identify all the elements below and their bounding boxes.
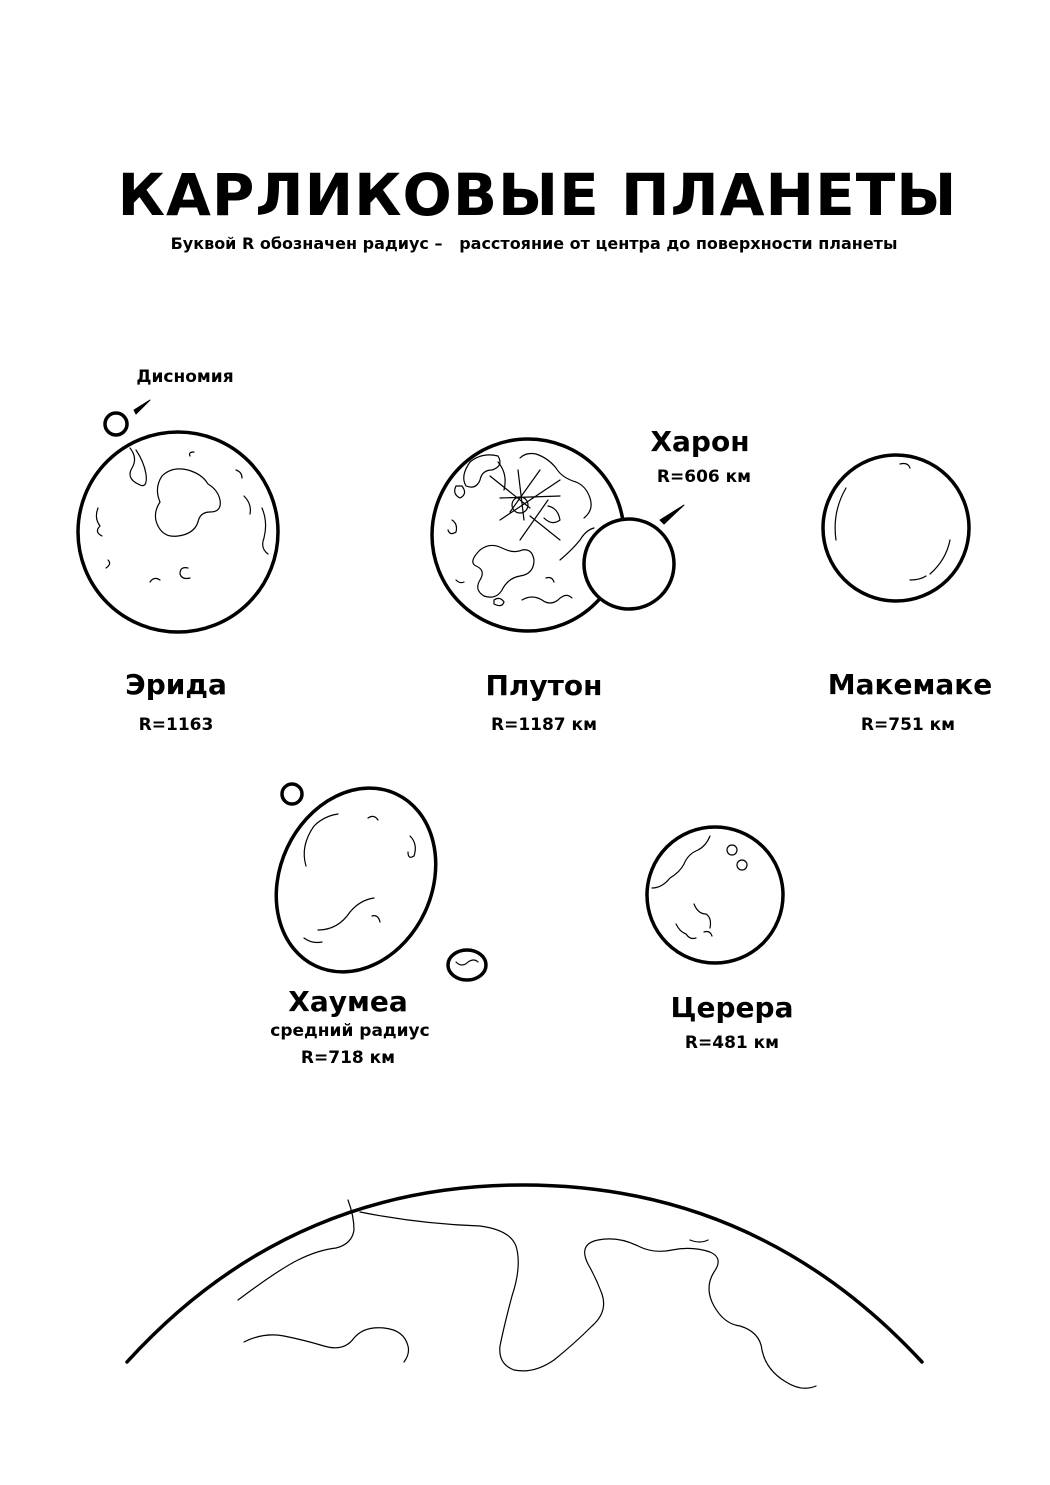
haumea-radius: R=718 км (300, 1048, 396, 1068)
eris-name: Эрида (125, 668, 227, 701)
haumea-note: средний радиус (270, 1021, 430, 1041)
eris-drawing (78, 432, 278, 632)
ceres-name: Церера (670, 991, 794, 1024)
pluto-name: Плутон (485, 669, 603, 702)
large-planet-drawing (127, 1185, 922, 1388)
charon-radius: R=606 км (656, 467, 752, 487)
pluto-radius: R=1187 км (490, 715, 597, 735)
eris-radius: R=1163 (138, 715, 214, 735)
page-title: КАРЛИКОВЫЕ ПЛАНЕТЫ (117, 161, 958, 229)
ceres-radius: R=481 км (684, 1033, 780, 1053)
makemake-drawing (823, 455, 969, 601)
dysnomia-label: Дисномия (136, 367, 234, 387)
dysnomia-drawing (105, 400, 150, 435)
charon-name: Харон (650, 425, 750, 458)
haumea-moon-hiiaka (282, 784, 302, 804)
page-subtitle: Буквой R обозначен радиус – расстояние от центра до поверхности планеты (170, 234, 898, 253)
haumea-moon-namaka (448, 950, 486, 980)
makemake-name: Макемаке (827, 668, 993, 701)
ceres-drawing (647, 827, 783, 963)
makemake-radius: R=751 км (860, 715, 956, 735)
charon-drawing (584, 505, 684, 609)
haumea-drawing (247, 762, 465, 998)
haumea-name: Хаумеа (288, 985, 408, 1018)
